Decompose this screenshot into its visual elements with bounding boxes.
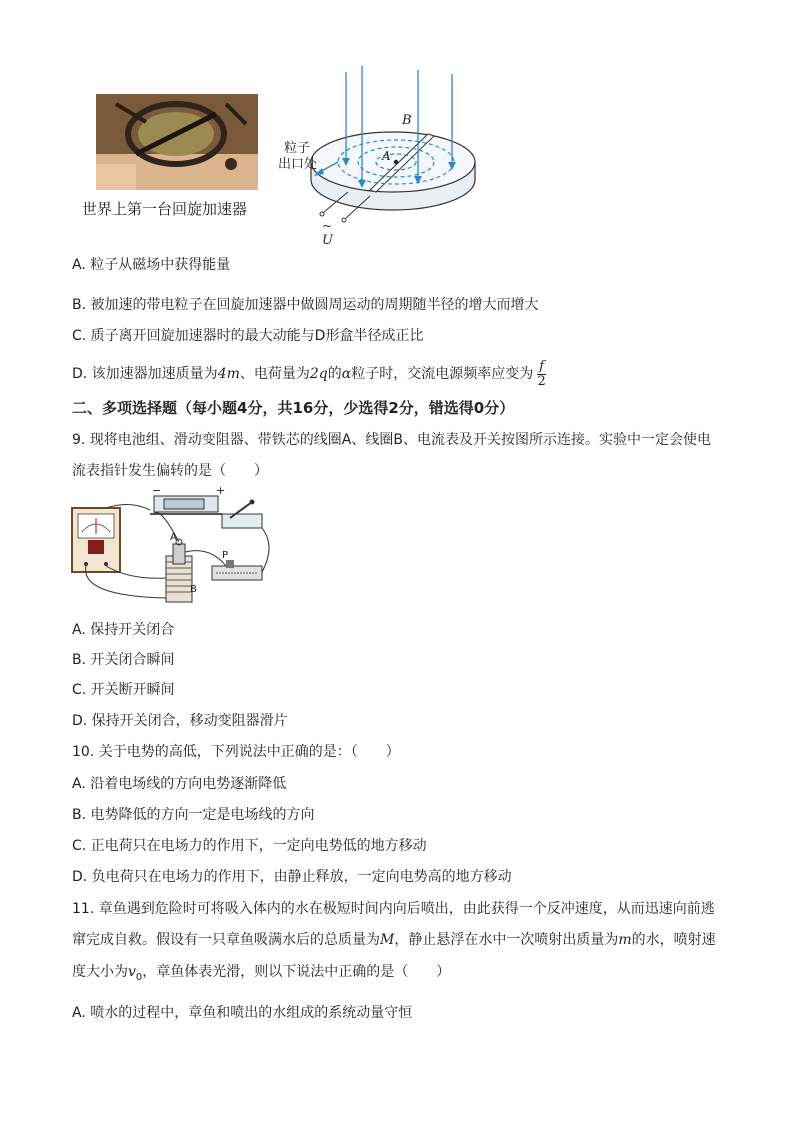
q11-stem-line3: 度大小为$v_0$，章鱼体表光滑，则以下说法中正确的是（ ） [72,964,451,983]
label-B: B [402,113,412,128]
fraction-f-over-2: $\frac{f}{2}$ [537,358,546,389]
q11-stem-line1: 11. 章鱼遇到危险时可将吸入体内的水在极短时间内向后喷出，由此获得一个反冲速度，从而迅速向前逃 [72,901,715,917]
q11-stem-line2: 窜完成自救。假设有一只章鱼吸满水后的总质量为M，静止悬浮在水中一次喷射出质量为m的水，喷射速 [72,932,716,948]
q10-option-a: A. 沿着电场线的方向电势逐渐降低 [72,776,287,792]
q9-option-c: C. 开关断开瞬间 [72,682,175,698]
q9-stem-line1: 9. 现将电池组、滑动变阻器、带铁芯的线圈A、线圈B、电流表及开关按图所示连接。实验中一定会使电 [72,432,711,448]
q10-stem: 10. 关于电势的高低，下列说法中正确的是：（ ） [72,744,400,760]
section-heading: 二、多项选择题（每小题4分，共16分，少选得2分，错选得0分） [72,399,515,417]
cyclotron-diagram [278,62,508,252]
label-P: P [222,550,229,561]
q11-option-a: A. 喷水的过程中，章鱼和喷出的水组成的系统动量守恒 [72,1005,413,1021]
q8-option-d: D. 该加速器加速质量为4m、电荷量为2q的α粒子时，交流电源频率应变为 $\frac{f}{2}$ [72,358,546,389]
q9-option-b: B. 开关闭合瞬间 [72,652,175,668]
label-A: A [382,149,391,163]
induction-circuit-diagram [70,486,280,610]
label-exit-1: 粒子 [284,141,311,156]
q8-option-c: C. 质子离开回旋加速器时的最大动能与D形盒半径成正比 [72,328,424,344]
label-coil-A: A [170,532,177,543]
svg-text:~: ~ [322,219,333,233]
q10-option-c: C. 正电荷只在电场力的作用下，一定向电势低的地方移动 [72,838,427,854]
label-minus: − [152,486,162,497]
q9-option-d: D. 保持开关闭合，移动变阻器滑片 [72,713,288,729]
label-exit-2: 出口处 [278,157,318,172]
q10-option-d: D. 负电荷只在电场力的作用下，由静止释放，一定向电势高的地方移动 [72,869,512,885]
q9-option-a: A. 保持开关闭合 [72,622,175,638]
figure-caption: 世界上第一台回旋加速器 [82,200,248,218]
label-U: U [322,233,333,248]
q8-option-a: A. 粒子从磁场中获得能量 [72,257,231,273]
label-coil-B: B [190,584,197,595]
q9-stem-line2: 流表指针发生偏转的是（ ） [72,463,268,479]
q10-option-b: B. 电势降低的方向一定是电场线的方向 [72,807,315,823]
q8-option-b: B. 被加速的带电粒子在回旋加速器中做圆周运动的周期随半径的增大而增大 [72,297,539,313]
label-plus: + [216,486,226,497]
cyclotron-photo [96,94,258,190]
